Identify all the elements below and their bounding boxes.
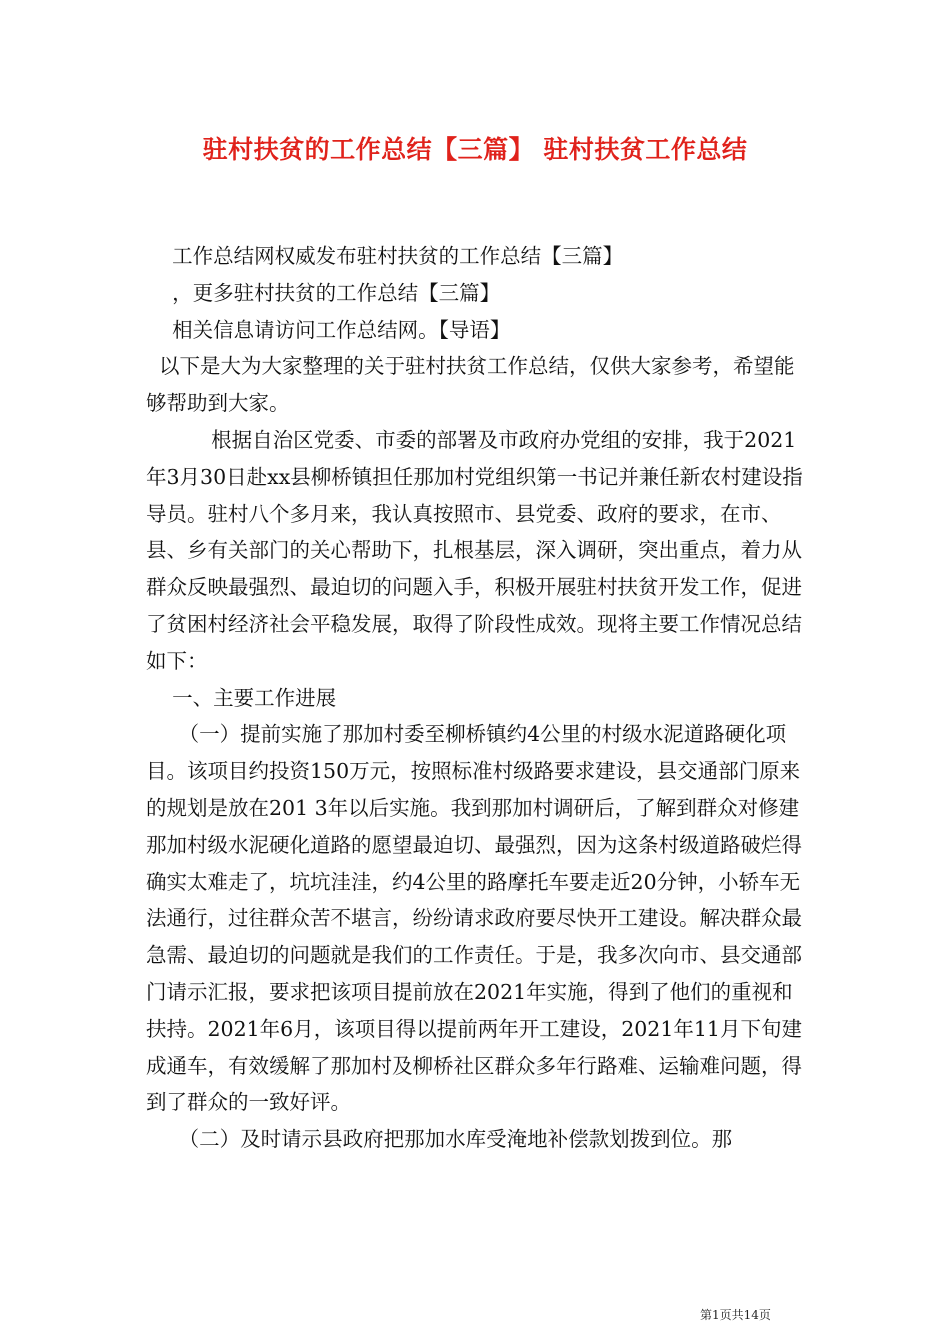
document-title: 驻村扶贫的工作总结【三篇】 驻村扶贫工作总结 [202, 135, 748, 164]
section-heading: 一、主要工作进展 [146, 685, 337, 710]
page-number: 第1页共14页 [700, 1308, 771, 1322]
paragraph: ，更多驻村扶贫的工作总结【三篇】 [146, 280, 501, 305]
paragraph: 根据自治区党委、市委的部署及市政府办党组的安排，我于2021年3月30日赴xx县柳桥镇担任那加村党组织第一书记并兼任新农村建设指导员。驻村八个多月来，我认真按照市、县党委、政府的要求，在市、县、乡有关部门的关心帮助下，扎根基层，深入调研，突出重点，着力从群众反映最强烈、最迫切的问题入手，积极开展驻村扶贫开发工作，促进了贫困村经济社会平稳发展，取得了阶段性成效。现将主要工作情况总结如下： [146, 427, 803, 673]
paragraph: 相关信息请访问工作总结网。【导语】 [146, 317, 511, 342]
document-body [146, 238, 812, 1158]
paragraph: 以下是大为大家整理的关于驻村扶贫工作总结，仅供大家参考，希望能够帮助到大家。 [146, 354, 795, 416]
paragraph: （二）及时请示县政府把那加水库受淹地补偿款划拨到位。那 [146, 1127, 733, 1152]
paragraph: 工作总结网权威发布驻村扶贫的工作总结【三篇】 [146, 244, 624, 268]
paragraph: （一）提前实施了那加村委至柳桥镇约4公里的村级水泥道路硬化项目。该项目约投资150万元，按照标准村级路要求建设，县交通部门原来的规划是放在201 3年以后实施。我到那加村调研后，了解到群众对修建那加村级水泥硬化道路的愿望最迫切、最强烈，因为这条村级道路破烂得确实太难走了，坑坑洼洼，约4公里的路摩托车要走近20分钟，小轿车无法通行，过往群众苦不堪言，纷纷请求政府要尽快开工建设。解决群众最急需、最迫切的问题就是我们的工作责任。于是，我多次向市、县交通部门请示汇报，要求把该项目提前放在2021年实施，得到了他们的重视和扶持。2021年6月，该项目得以提前两年开工建设，2021年11月下旬建成通车，有效缓解了那加村及柳桥社区群众多年行路难、运输难问题，得到了群众的一致好评。 [146, 722, 802, 1115]
